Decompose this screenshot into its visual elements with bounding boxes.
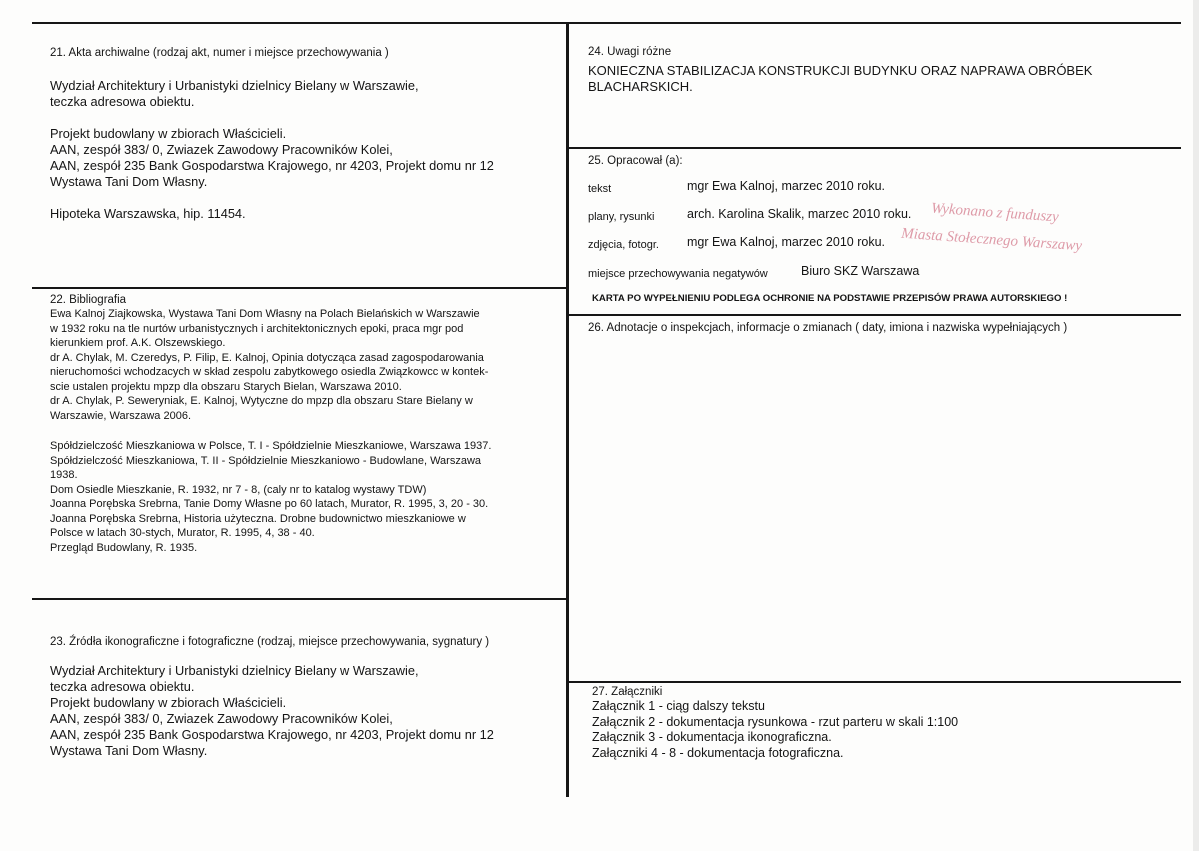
negatives-value: Biuro SKZ Warszawa: [801, 264, 920, 278]
section-27-line: Załącznik 3 - dokumentacja ikonograficzna.: [592, 730, 832, 744]
top-border: [32, 22, 1181, 24]
prepared-row-text: [588, 179, 886, 197]
section-24-line: KONIECZNA STABILIZACJA KONSTRUKCJI BUDYNKU ORAZ NAPRAWA OBRÓBEK: [588, 63, 1093, 78]
section-21-line: Projekt budowlany w zbiorach Właścicieli.: [50, 126, 287, 141]
funding-stamp-line-2: Miasta Stołecznego Warszawy: [900, 225, 1083, 255]
section-22-line: dr A. Chylak, P. Seweryniak, E. Kalnoj, Wytyczne do mpzp dla obszaru Stare Bielany w: [50, 395, 473, 407]
section-22-bibliography: [50, 293, 562, 555]
section-22-line: Ewa Kalnoj Ziajkowska, Wystawa Tani Dom Własny na Polach Bielańskich w Warszawie: [50, 308, 480, 320]
section-22-body: [50, 307, 562, 555]
section-22-line: Joanna Porębska Srebrna, Tanie Domy Własne po 60 latach, Murator, R. 1995, 3, 20 - 30.: [50, 498, 489, 510]
section-22-line: Przegląd Budowlany, R. 1935.: [50, 541, 198, 554]
section-23-header: 23. Źródła ikonograficzne i fotograficzne (rodzaj, miejsce przechowywania, sygnatury ): [50, 636, 490, 648]
row-value: arch. Karolina Skalik, marzec 2010 roku.: [687, 207, 912, 221]
section-22-line: Spółdzielczość Mieszkaniowa, T. II - Spółdzielnie Mieszkaniowo - Budowlane, Warszawa: [50, 454, 482, 467]
section-22-line: scie ustalen projektu mpzp dla obszaru Starych Bielan, Warszawa 2010.: [50, 380, 402, 393]
section-27-line: Załącznik 1 - ciąg dalszy tekstu: [592, 699, 765, 713]
section-22-line: Dom Osiedle Mieszkanie, R. 1932, nr 7 - 8, (caly nr to katalog wystawy TDW): [50, 483, 427, 496]
section-22-line: Spółdzielczość Mieszkaniowa w Polsce, T. I - Spółdzielnie Mieszkaniowe, Warszawa 1937.: [50, 440, 492, 452]
section-21-body: [50, 78, 560, 222]
row-label: plany, rysunki: [588, 211, 655, 223]
section-22-header: 22. Bibliografia: [50, 294, 127, 306]
divider-24-25: [569, 147, 1181, 149]
funding-stamp-line-1: Wykonano z funduszy: [930, 200, 1060, 226]
section-25-prepared-by: [588, 154, 1168, 310]
section-22-line: [50, 423, 562, 439]
section-21-line: AAN, zespół 235 Bank Gospodarstwa Krajowego, nr 4203, Projekt domu nr 12: [50, 158, 494, 173]
section-22-line: Warszawie, Warszawa 2006.: [50, 409, 192, 422]
section-26-annotations: [588, 321, 1168, 335]
negatives-label: miejsce przechowywania negatywów: [588, 268, 768, 280]
section-26-header: 26. Adnotacje o inspekcjach, informacje o zmianach ( daty, imiona i nazwiska wypełniających ): [588, 322, 1068, 334]
section-27-body: [592, 699, 1172, 761]
section-22-line: kierunkiem prof. A.K. Olszewskiego.: [50, 337, 226, 349]
section-23-line: AAN, zespół 235 Bank Gospodarstwa Krajowego, nr 4203, Projekt domu nr 12: [50, 727, 494, 742]
section-23-line: AAN, zespół 383/ 0, Zwiazek Zawodowy Pracowników Kolei,: [50, 711, 393, 726]
divider-25-26: [569, 314, 1181, 316]
section-23-line: Projekt budowlany w zbiorach Właścicieli.: [50, 695, 287, 710]
section-22-line: dr A. Chylak, M. Czeredys, P. Filip, E. Kalnoj, Opinia dotycząca zasad zagospodarowania: [50, 351, 484, 364]
scan-edge: [1193, 0, 1199, 851]
section-21-header: 21. Akta archiwalne (rodzaj akt, numer i miejsce przechowywania ): [50, 47, 389, 59]
section-21-line: [50, 190, 560, 206]
section-21-line: Hipoteka Warszawska, hip. 11454.: [50, 206, 246, 221]
section-23-iconographic-sources: [50, 635, 562, 759]
section-22-line: nieruchomości wchodzacych w skład zespolu zabytkowego osiedla Związkowcc w kontek-: [50, 366, 489, 378]
row-label: zdjęcia, fotogr.: [588, 239, 659, 251]
divider-21-22: [32, 287, 566, 289]
copyright-note: KARTA PO WYPEŁNIENIU PODLEGA OCHRONIE NA PODSTAWIE PRZEPISÓW PRAWA AUTORSKIEGO !: [592, 293, 1068, 304]
negatives-row: [588, 264, 920, 282]
section-21-line: teczka adresowa obiektu.: [50, 94, 195, 109]
section-24-body: [588, 63, 1168, 95]
section-23-line: Wydział Architektury i Urbanistyki dzielnicy Bielany w Warszawie,: [50, 663, 419, 678]
section-24-line: BLACHARSKICH.: [588, 79, 693, 94]
section-22-line: 1938.: [50, 469, 78, 481]
section-27-line: Załączniki 4 - 8 - dokumentacja fotograficzna.: [592, 745, 844, 760]
divider-26-27: [569, 681, 1181, 683]
section-24-header: 24. Uwagi różne: [588, 46, 672, 58]
section-21-archival-records: [50, 46, 560, 222]
section-23-body: [50, 663, 562, 759]
section-25-header: 25. Opracował (a):: [588, 155, 683, 167]
section-27-header: 27. Załączniki: [592, 686, 663, 698]
prepared-row-plans: [588, 207, 912, 225]
row-value: mgr Ewa Kalnoj, marzec 2010 roku.: [687, 235, 886, 249]
section-23-line: Wystawa Tani Dom Własny.: [50, 743, 208, 758]
row-value: mgr Ewa Kalnoj, marzec 2010 roku.: [687, 179, 886, 193]
section-21-line: [50, 110, 560, 126]
section-21-line: Wydział Architektury i Urbanistyki dzielnicy Bielany w Warszawie,: [50, 78, 419, 93]
divider-22-23: [32, 598, 566, 600]
section-27-attachments: [592, 686, 1172, 761]
section-22-line: Polsce w latach 30-stych, Murator, R. 1995, 4, 38 - 40.: [50, 527, 315, 539]
section-22-line: w 1932 roku na tle nurtów urbanistycznych i architektonicznych epoki, praca mgr pod: [50, 322, 464, 335]
section-21-line: AAN, zespół 383/ 0, Zwiazek Zawodowy Pracowników Kolei,: [50, 142, 393, 157]
section-27-line: Załącznik 2 - dokumentacja rysunkowa - rzut parteru w skali 1:100: [592, 714, 959, 729]
section-24-remarks: [588, 45, 1168, 95]
section-22-line: Joanna Porębska Srebrna, Historia użyteczna. Drobne budownictwo mieszkaniowe w: [50, 512, 466, 525]
section-23-line: teczka adresowa obiektu.: [50, 679, 195, 694]
section-21-line: Wystawa Tani Dom Własny.: [50, 174, 208, 189]
row-label: tekst: [588, 183, 612, 195]
prepared-row-photos: [588, 235, 886, 253]
